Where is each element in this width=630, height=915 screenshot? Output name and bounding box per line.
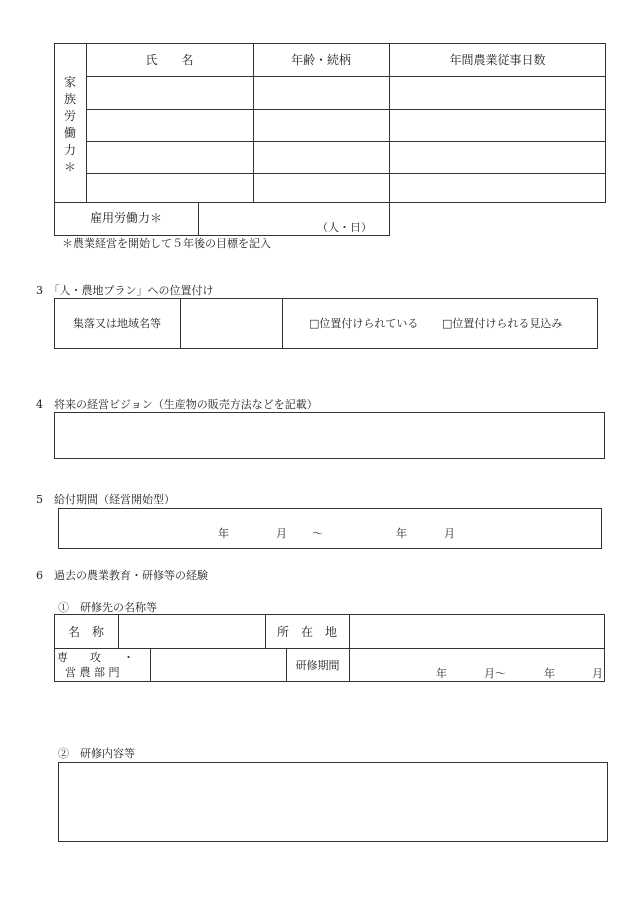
header-age-relation: 年齢・続柄: [290, 53, 351, 67]
training-end-year: 年: [544, 667, 555, 680]
org-name-input[interactable]: [119, 615, 264, 647]
org-location-label: 所 在 地: [276, 625, 337, 639]
side-char: 族: [63, 92, 76, 106]
training-period-label: 研修期間: [295, 659, 340, 672]
family-days-cell-1[interactable]: [390, 77, 605, 108]
area-input[interactable]: [181, 299, 281, 348]
side-char: 労: [63, 109, 76, 123]
family-age-cell-2[interactable]: [254, 110, 388, 140]
org-location-input[interactable]: [350, 615, 604, 647]
family-days-cell-4[interactable]: [390, 174, 605, 202]
family-name-cell-3[interactable]: [87, 142, 252, 172]
side-char: 力: [63, 143, 76, 157]
hired-labor-label: 雇用労働力＊: [89, 211, 162, 225]
side-char: ＊: [63, 160, 76, 174]
period-tilde: ～: [312, 527, 323, 540]
option-positioned-checkbox[interactable]: □位置付けられている: [309, 317, 419, 330]
training-start-month: 月～: [484, 667, 506, 680]
start-month-label: 月: [276, 527, 287, 540]
header-annual-days: 年間農業従事日数: [449, 53, 546, 67]
major-label-line1: 専 攻 ・: [57, 651, 134, 664]
training-start-year: 年: [436, 667, 447, 680]
hired-labor-unit: （人・日）: [317, 221, 372, 234]
end-year-label: 年: [396, 527, 407, 540]
vision-textbox[interactable]: [54, 412, 605, 459]
family-name-cell-4[interactable]: [87, 174, 252, 202]
target-note: ＊農業経営を開始して５年後の目標を記入: [62, 237, 271, 250]
family-age-cell-3[interactable]: [254, 142, 388, 172]
side-char: 家: [63, 75, 76, 89]
section-3-heading: 3 「人・農地プラン」への位置付け: [36, 284, 214, 297]
training-content-textbox[interactable]: [58, 762, 608, 842]
family-days-cell-3[interactable]: [390, 142, 605, 172]
training-org-heading: ① 研修先の名称等: [58, 601, 157, 614]
section-4-heading: 4 将来の経営ビジョン（生産物の販売方法などを記載）: [36, 398, 318, 411]
option-expected-checkbox[interactable]: □位置付けられる見込み: [442, 317, 563, 330]
family-labor-side-label: [56, 74, 84, 176]
training-content-heading: ② 研修内容等: [58, 747, 135, 760]
family-name-cell-2[interactable]: [87, 110, 252, 140]
training-end-month: 月: [592, 667, 603, 680]
org-name-label: 名 称: [67, 625, 104, 639]
section-6-heading: 6 過去の農業教育・研修等の経験: [36, 569, 208, 582]
family-age-cell-1[interactable]: [254, 77, 388, 108]
training-row-divider: [54, 648, 605, 649]
section-3-divider-2: [282, 298, 283, 349]
header-name: 氏 名: [145, 53, 194, 67]
major-label-line2: 営 農 部 門: [65, 666, 120, 679]
major-input[interactable]: [151, 649, 285, 681]
section-5-heading: 5 給付期間（経営開始型）: [36, 493, 175, 506]
end-month-label: 月: [444, 527, 455, 540]
family-age-cell-4[interactable]: [254, 174, 388, 202]
payment-period-box[interactable]: [58, 508, 602, 549]
family-name-cell-1[interactable]: [87, 77, 252, 108]
family-days-cell-2[interactable]: [390, 110, 605, 140]
start-year-label: 年: [218, 527, 229, 540]
side-char: 働: [63, 126, 76, 140]
area-label: 集落又は地域名等: [73, 317, 161, 330]
